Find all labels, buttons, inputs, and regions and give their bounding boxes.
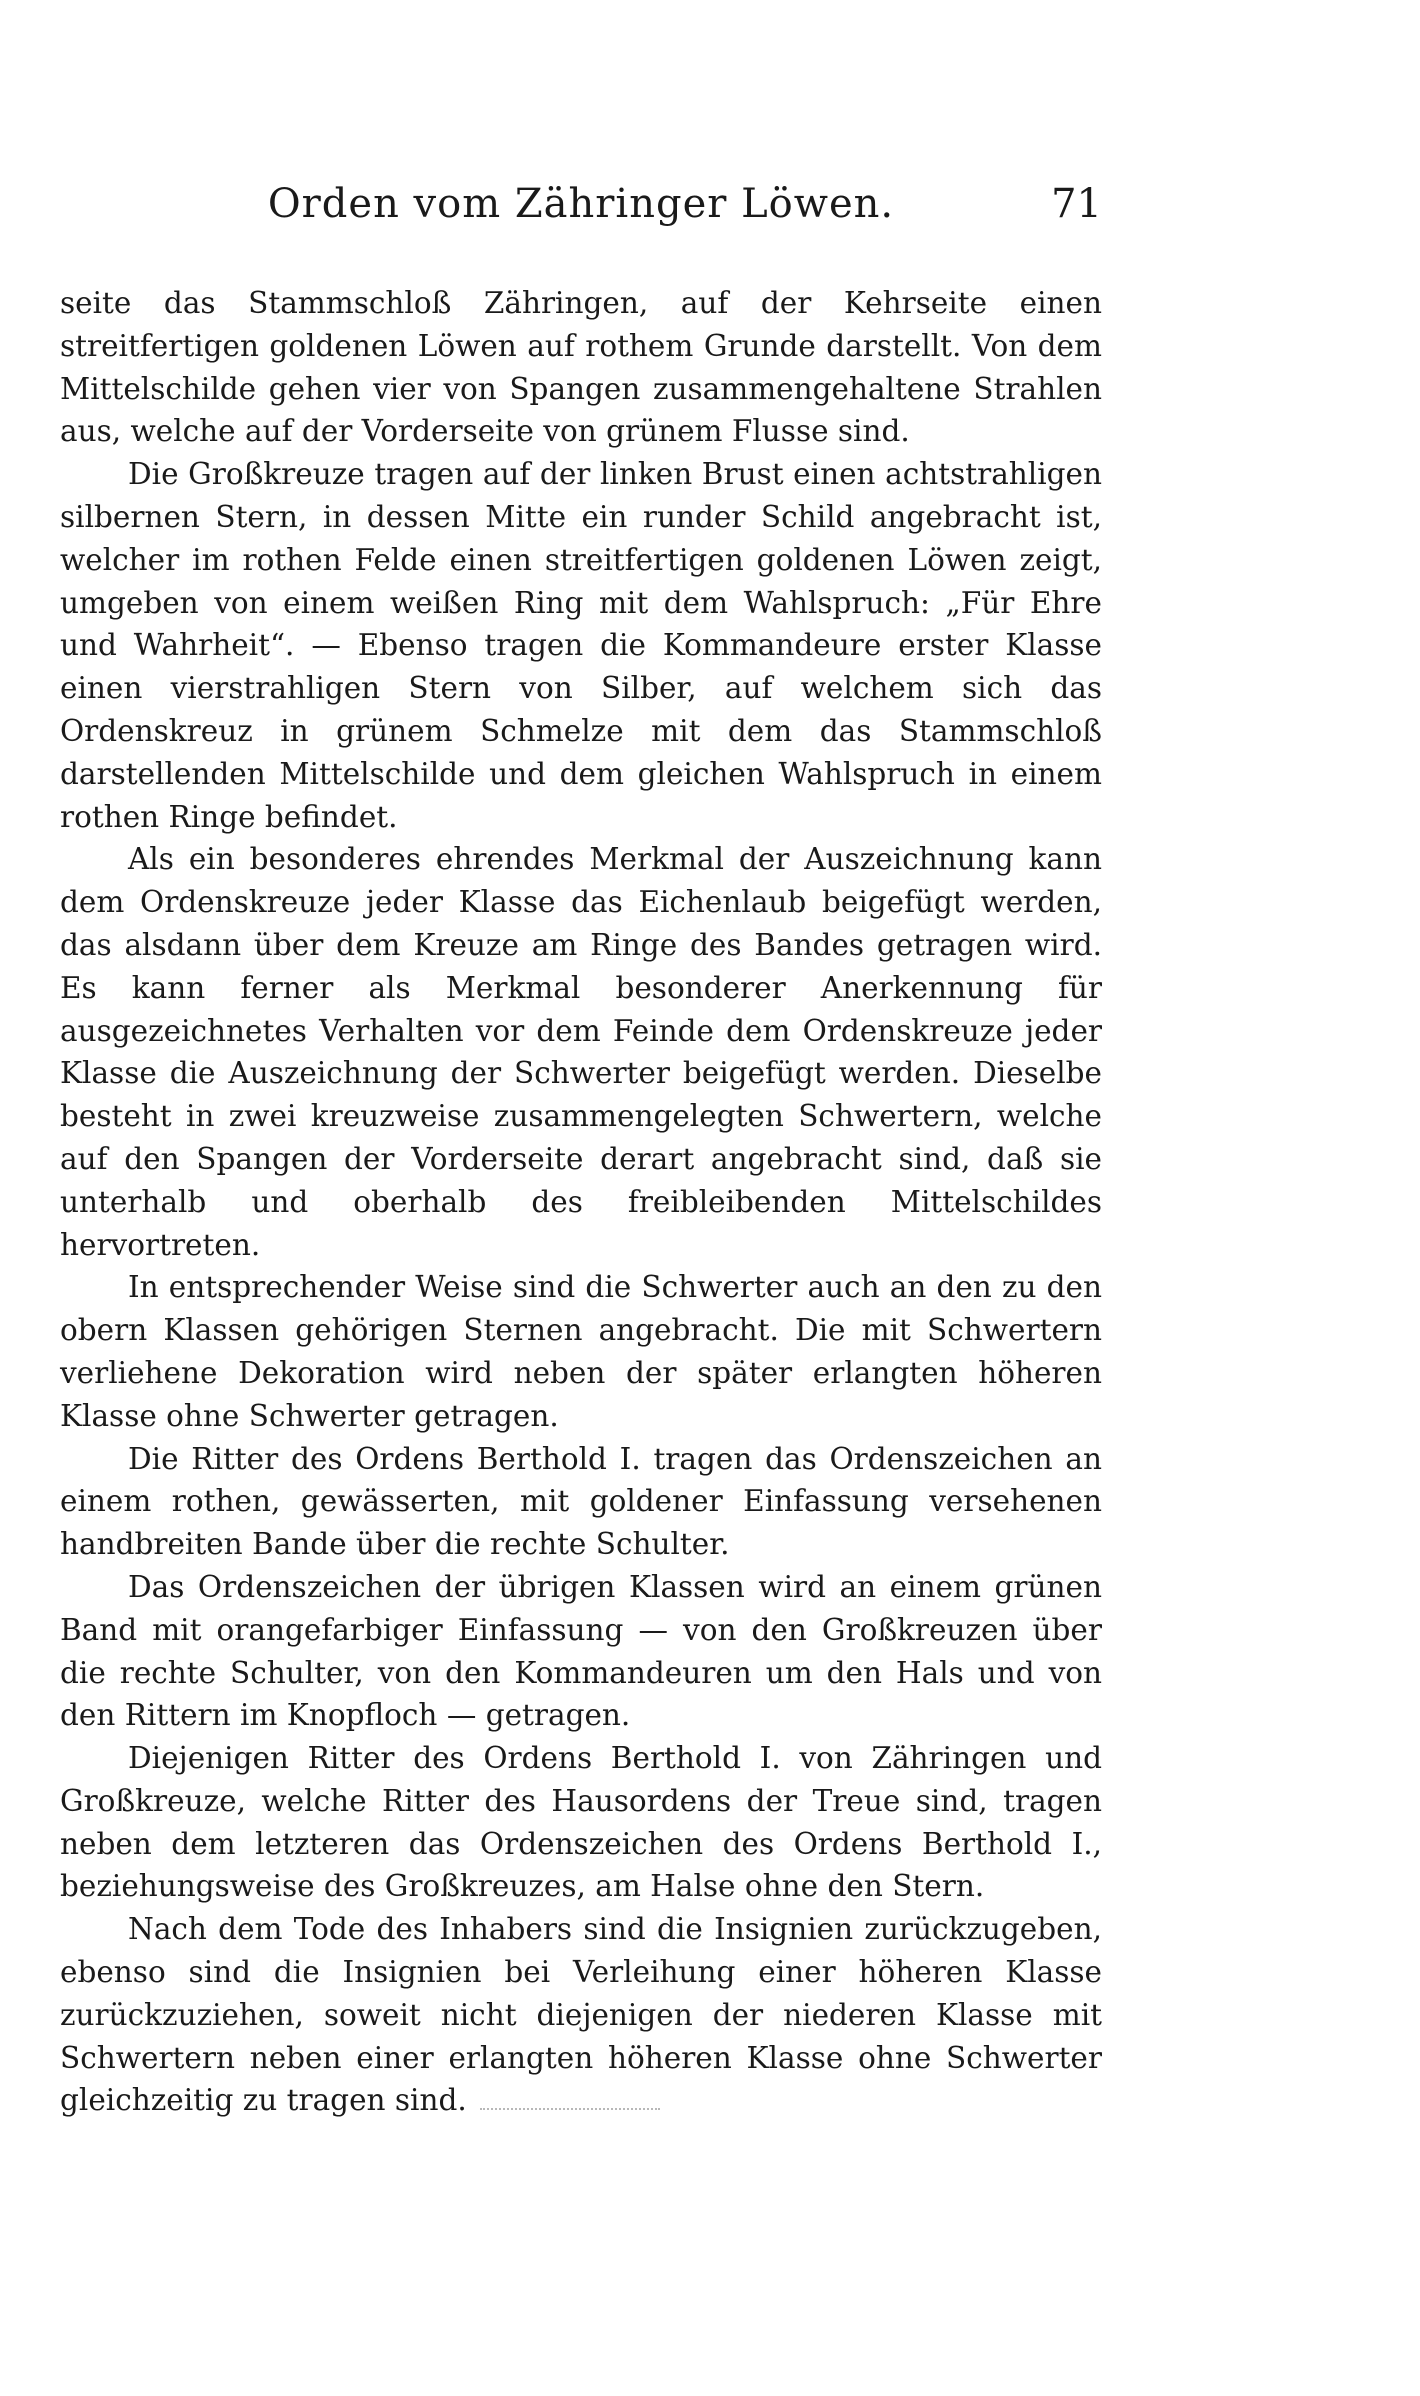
paragraph: seite das Stammschloß Zähringen, auf der Kehrseite einen streitfertigen goldenen Löwen auf rothem Grunde darstellt. Von dem Mittelschilde gehen vier von Spangen zusammengehaltene Strahlen aus, welche auf der Vorderseite von grünem Flusse sind. xyxy=(60,286,1102,449)
body-text xyxy=(60,282,1102,2122)
page-end-mark xyxy=(480,2108,660,2110)
paragraph: Nach dem Tode des Inhabers sind die Insignien zurückzugeben, ebenso sind die Insignien bei Verleihung einer höheren Klasse zurückzuziehen, soweit nicht diejenigen der niederen Klasse mit Schwertern neben einer erlangten höheren Klasse ohne Schwerter gleichzeitig zu tragen sind. xyxy=(60,1912,1102,2118)
running-head xyxy=(60,172,1102,236)
paragraph: Die Großkreuze tragen auf der linken Brust einen achtstrahligen silbernen Stern, in dessen Mitte ein runder Schild angebracht ist, welcher im rothen Felde einen streitfertigen goldenen Löwen zeigt, umgeben von einem weißen Ring mit dem Wahlspruch: „Für Ehre und Wahrheit“. — Ebenso tragen die Kommandeure erster Klasse einen vierstrahligen Stern von Silber, auf welchem sich das Ordenskreuz in grünem Schmelze mit dem das Stammschloß darstellenden Mittelschilde und dem gleichen Wahlspruch in einem rothen Ringe befindet. xyxy=(60,457,1102,834)
paragraph: Das Ordenszeichen der übrigen Klassen wird an einem grünen Band mit orangefarbiger Einfassung — von den Großkreuzen über die rechte Schulter, von den Kommandeuren um den Hals und von den Rittern im Knopfloch — getragen. xyxy=(60,1569,1102,1733)
paragraph: Diejenigen Ritter des Ordens Berthold I. von Zähringen und Großkreuze, welche Ritter des Hausordens der Treue sind, tragen neben dem letzteren das Ordenszeichen des Ordens Berthold I., beziehungsweise des Großkreuzes, am Halse ohne den Stern. xyxy=(60,1741,1102,1904)
paragraph: Die Ritter des Ordens Berthold I. tragen das Ordenszeichen an einem rothen, gewässerten, mit goldener Einfassung versehenen handbreiten Bande über die rechte Schulter. xyxy=(60,1441,1102,1562)
page-number: 71 xyxy=(1051,181,1102,227)
page-title: Orden vom Zähringer Löwen. xyxy=(267,181,895,227)
paragraph: In entsprechender Weise sind die Schwerter auch an den zu den obern Klassen gehörigen Sternen angebracht. Die mit Schwertern verliehene Dekoration wird neben der später erlangten höheren Klasse ohne Schwerter getragen. xyxy=(60,1270,1102,1433)
paragraph: Als ein besonderes ehrendes Merkmal der Auszeichnung kann dem Ordenskreuze jeder Klasse das Eichenlaub beigefügt werden, das alsdann über dem Kreuze am Ringe des Bandes getragen wird. Es kann ferner als Merkmal besonderer Anerkennung für ausgezeichnetes Verhalten vor dem Feinde dem Ordenskreuze jeder Klasse die Auszeichnung der Schwerter beigefügt werden. Dieselbe besteht in zwei kreuzweise zusammengelegten Schwertern, welche auf den Spangen der Vorderseite derart angebracht sind, daß sie unterhalb und oberhalb des freibleibenden Mittelschildes hervortreten. xyxy=(60,842,1102,1262)
